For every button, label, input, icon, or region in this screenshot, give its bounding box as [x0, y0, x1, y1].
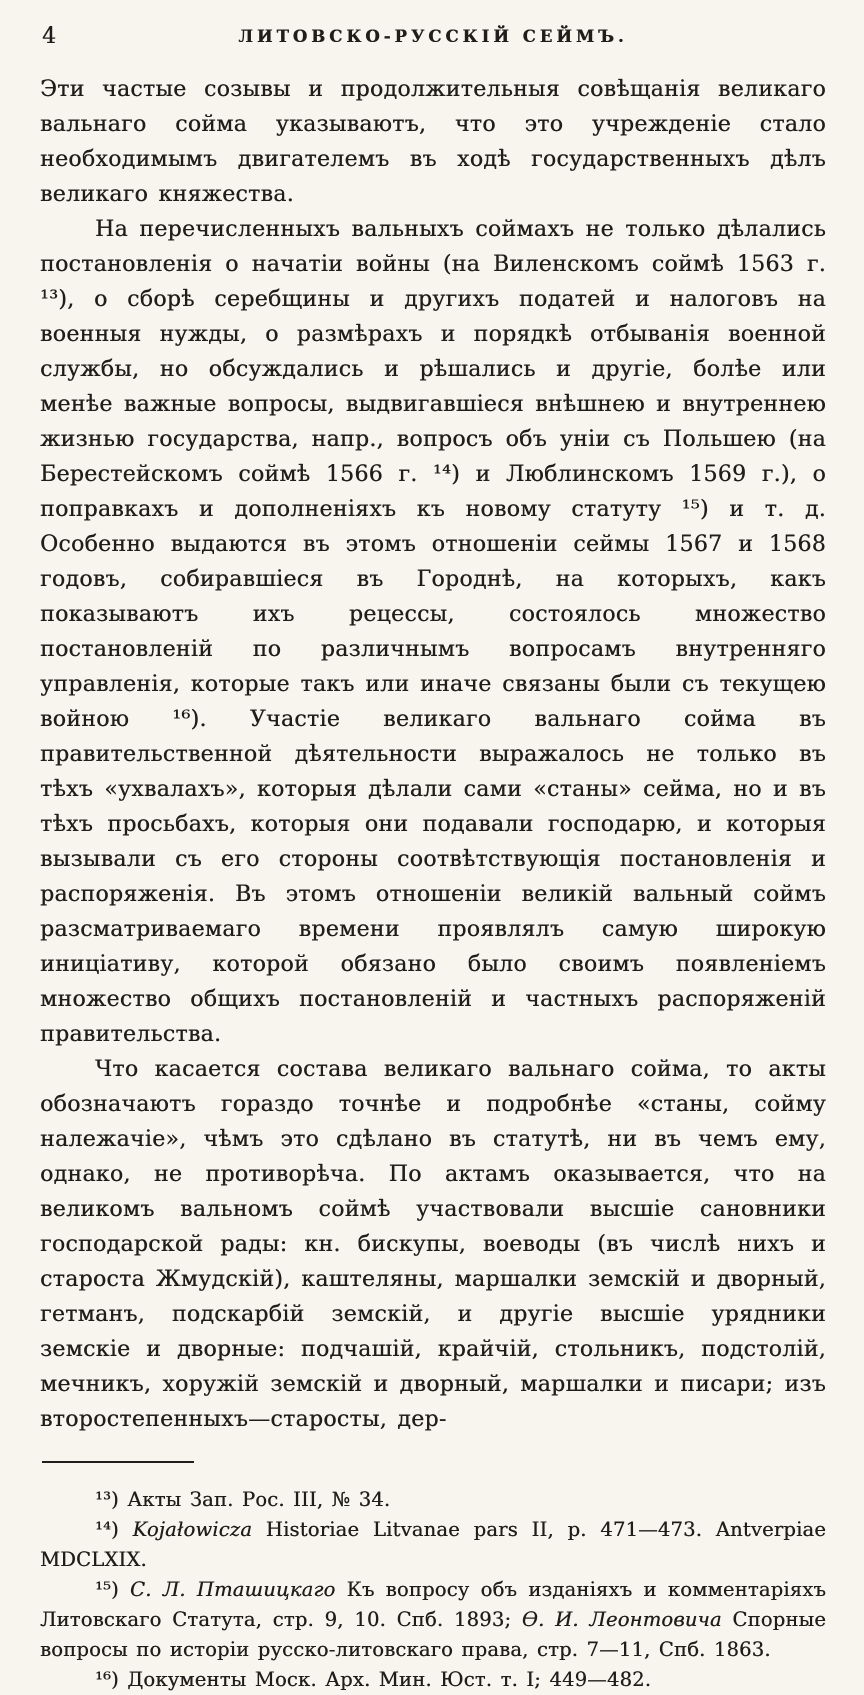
paragraph-2: На перечисленныхъ вальныхъ соймахъ не только дѣлались постановленія о начатіи войны (на Виленскомъ соймѣ 1563 г. ¹³), о сборѣ серебщины и другихъ податей и налоговъ на военныя нужды, о размѣрахъ и порядкѣ отбыванія военной службы, но обсуждались и рѣшались и другіе, болѣе или менѣе важные вопросы, выдвигавшіеся внѣшнею и внутреннею жизнью государства, напр., вопросъ объ уніи съ Польшею (на Берестейскомъ соймѣ 1566 г. ¹⁴) и Люблинскомъ 1569 г.), о поправкахъ и дополненіяхъ къ новому статуту ¹⁵) и т. д. Особенно выдаются въ этомъ отношеніи сеймы 1567 и 1568 годовъ, собиравшіеся въ Городнѣ, на которыхъ, какъ показываютъ ихъ рецессы, состоялось множество постановленій по различнымъ вопросамъ внутренняго управленія, которые такъ или иначе связаны были съ текущею войною ¹⁶). Участіе великаго вальнаго сойма въ правительственной дѣятельности выражалось не только въ тѣхъ «ухвалахъ», которыя дѣлали сами «станы» сейма, но и въ тѣхъ просьбахъ, которыя они подавали господарю, и которыя вызывали съ его стороны соотвѣтствующія постановленія и распоряженія. Въ этомъ отношеніи великій вальный соймъ разсматриваемаго времени проявлялъ самую широкую иниціативу, которой обязано было своимъ появленіемъ множество общихъ постановленій и частныхъ распоряженій правительства. — [40, 217, 826, 1047]
body-text — [40, 72, 826, 1437]
page-number: 4 — [42, 24, 56, 49]
footnote-13: ¹³) Акты Зап. Рос. III, № 34. — [95, 1488, 391, 1511]
footnote-separator — [42, 1461, 194, 1463]
footnotes — [40, 1485, 826, 1695]
footnote-16: ¹⁶) Документы Моск. Арх. Мин. Юст. т. I; 449—482. — [95, 1668, 652, 1691]
footnote-14: ¹⁴) Kojałowicza Historiae Litvanae pars II, p. 471—473. Antverpiae MDCLXIX. — [40, 1518, 826, 1571]
paragraph-3: Что касается состава великаго вальнаго сойма, то акты обозначаютъ гораздо точнѣе и подробнѣе «станы, сойму належачіе», чѣмъ это сдѣлано въ статутѣ, ни въ чемъ ему, однако, не противорѣча. По актамъ оказывается, что на великомъ вальномъ соймѣ участвовали высшіе сановники господарской рады: кн. бискупы, воеводы (въ числѣ нихъ и староста Жмудскій), каштеляны, маршалки земскій и дворный, гетманъ, подскарбій земскій, и другіе высшіе урядники земскіе и дворные: подчашій, крайчій, стольникъ, подстолій, мечникъ, хоружій земскій и дворный, маршалки и писари; изъ второстепенныхъ—старосты, дер- — [40, 1057, 826, 1432]
paragraph-1: Эти частые созывы и продолжительныя совѣщанія великаго вальнаго сойма указываютъ, что это учрежденіе стало необходимымъ двигателемъ въ ходѣ государственныхъ дѣлъ великаго княжества. — [40, 77, 826, 207]
running-title: ЛИТОВСКО-РУССКІЙ СЕЙМЪ. — [238, 27, 628, 46]
footnote-15: ¹⁵) С. Л. Пташицкаго Къ вопросу объ изданіяхъ и комментаріяхъ Литовскаго Статута, стр. 9, 10. Спб. 1893; Ѳ. И. Леонтовича Спорные вопросы по исторіи русско-литовскаго права, стр. 7—11, Спб. 1863. — [40, 1578, 827, 1661]
page-header — [40, 22, 826, 58]
